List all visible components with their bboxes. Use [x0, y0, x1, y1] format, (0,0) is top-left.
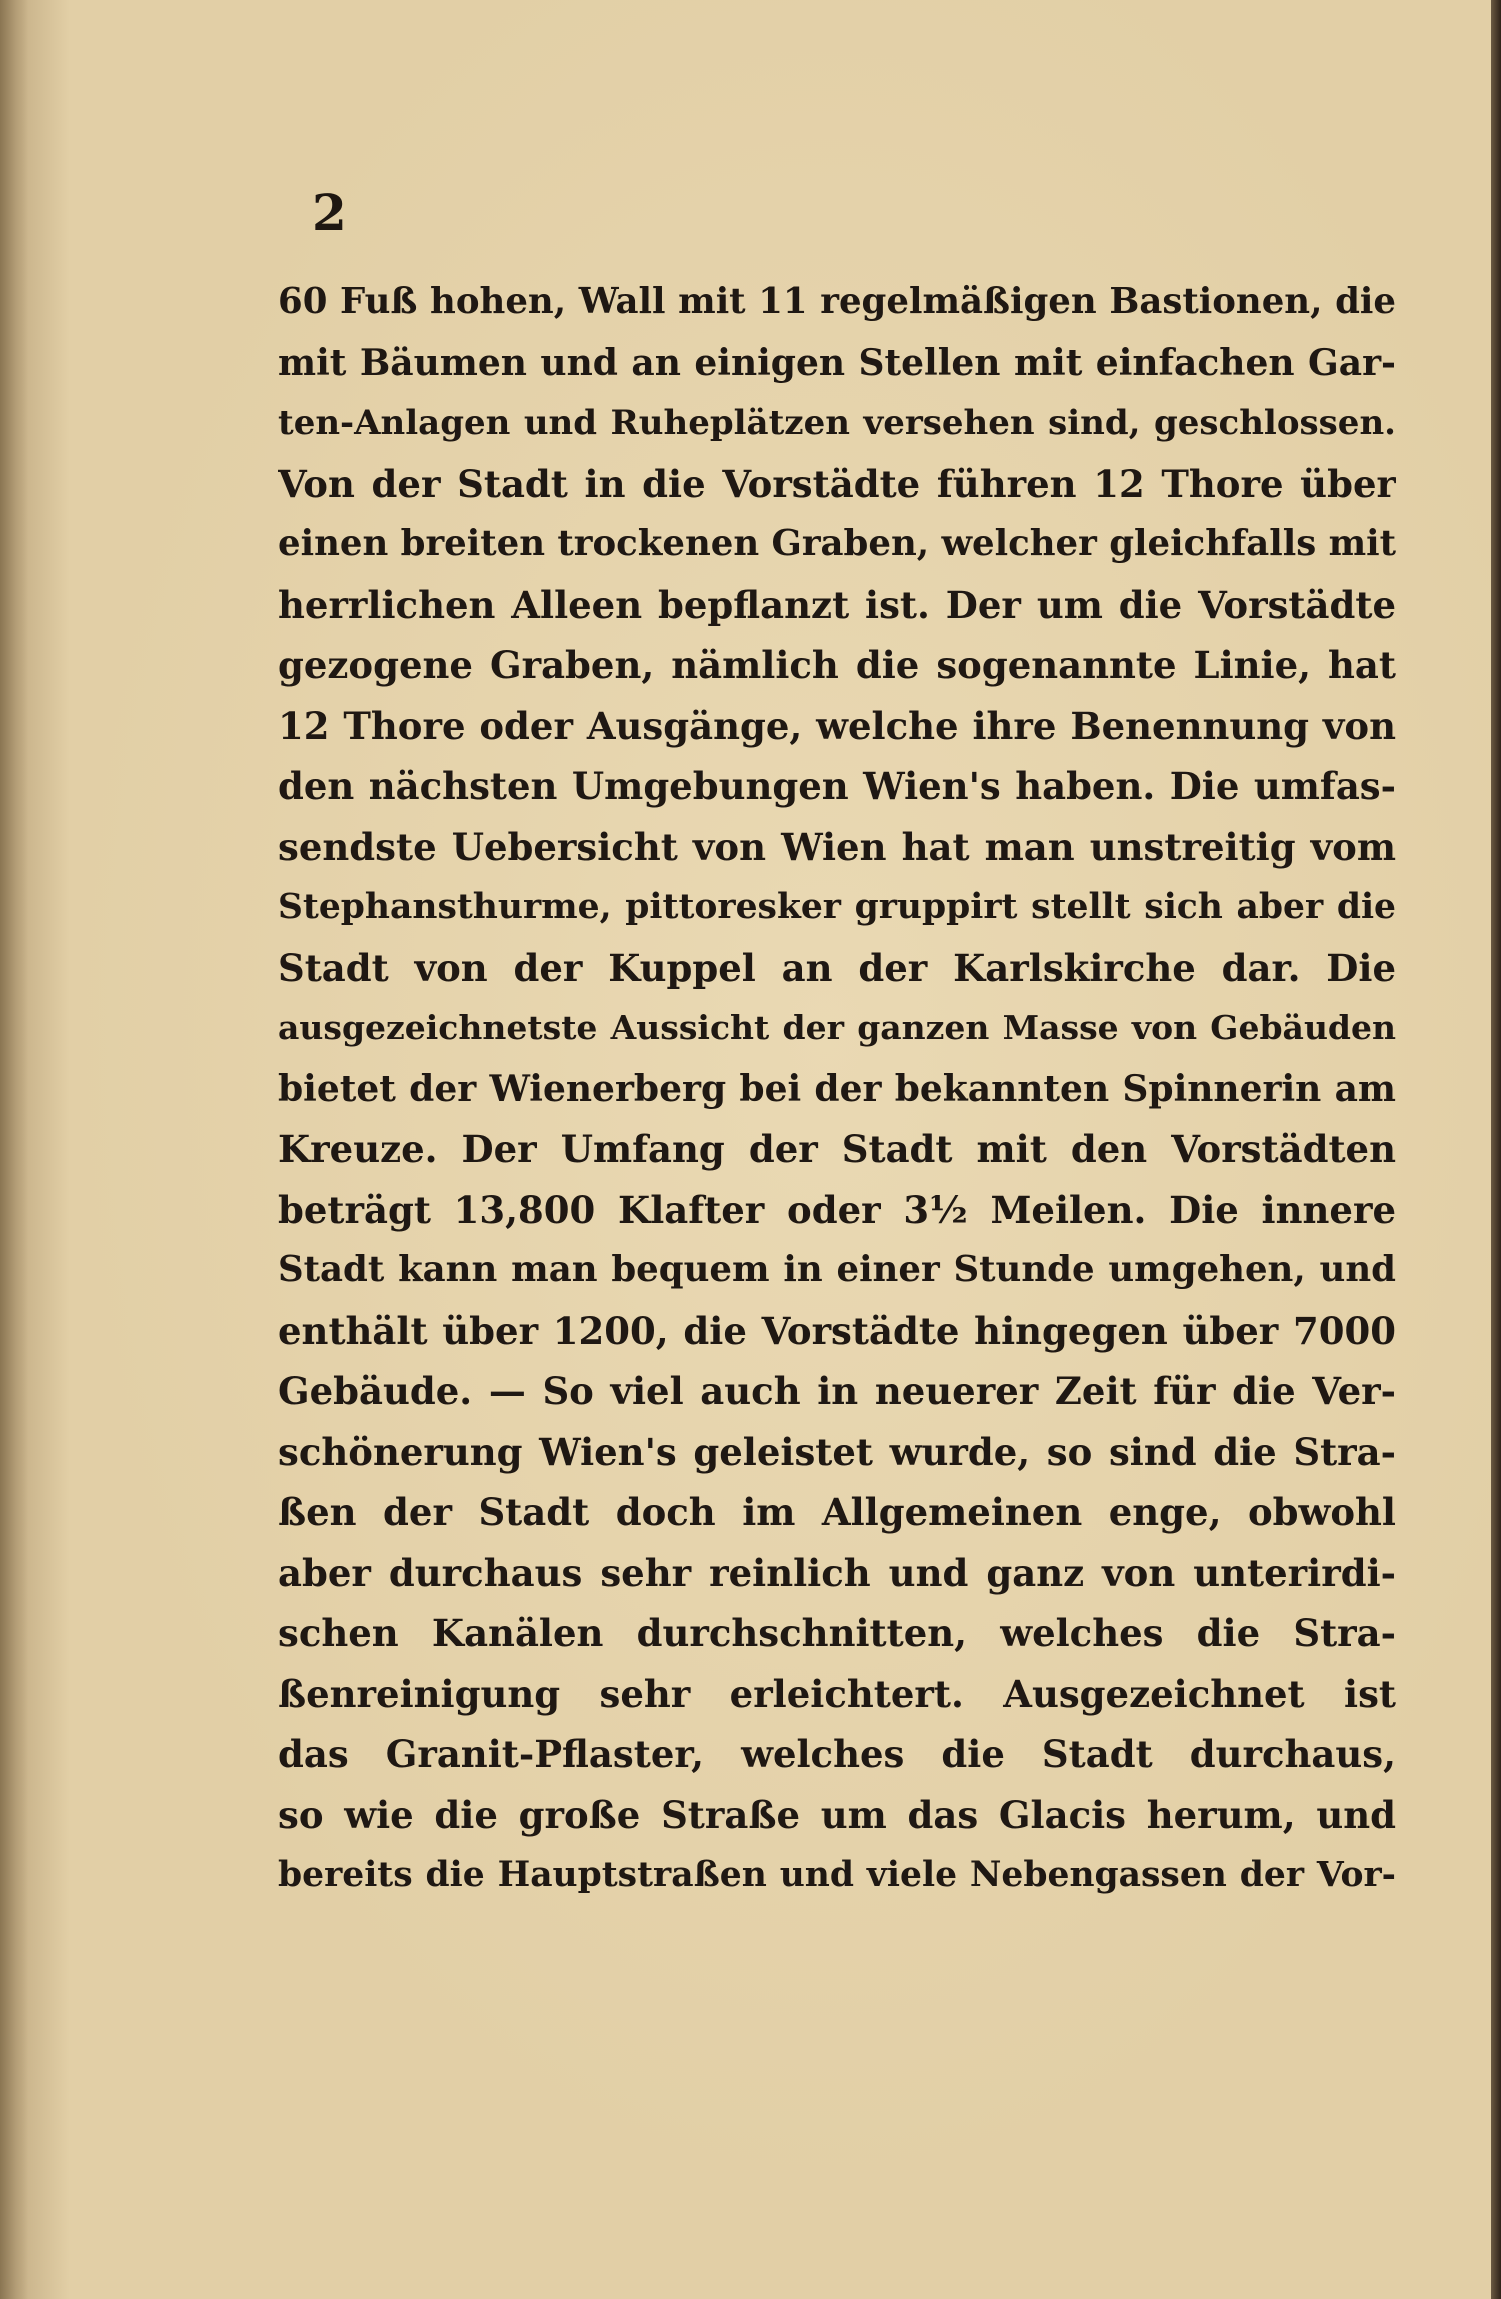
page-edge	[1491, 0, 1501, 2299]
text-line: Gebäude. — So viel auch in neuerer Zeit für die Ver-	[278, 1369, 1396, 1413]
text-line: enthält über 1200, die Vorstädte hingegen über 7000	[278, 1308, 1396, 1353]
text-line: ten-Anlagen und Ruheplätzen versehen sind, geschlossen.	[278, 403, 1396, 443]
text-line: das Granit-Pflaster, welches die Stadt durchaus,	[278, 1732, 1396, 1776]
text-line: ßen der Stadt doch im Allgemeinen enge, obwohl	[278, 1490, 1396, 1534]
text-line: den nächsten Umgebungen Wien's haben. Die umfas-	[278, 764, 1396, 808]
text-line: bietet der Wienerberg bei der bekannten Spinnerin am	[278, 1067, 1396, 1110]
text-line: 60 Fuß hohen, Wall mit 11 regelmäßigen Bastionen, die	[278, 281, 1396, 322]
text-line: mit Bäumen und an einigen Stellen mit einfachen Gar-	[278, 341, 1396, 384]
text-line: herrlichen Alleen bepflanzt ist. Der um die Vorstädte	[278, 582, 1396, 627]
page-gutter	[0, 0, 28, 2299]
text-line: einen breiten trockenen Graben, welcher gleichfalls mit	[278, 523, 1396, 564]
text-line: 12 Thore oder Ausgänge, welche ihre Benennung von	[278, 703, 1396, 748]
text-line: Stadt kann man bequem in einer Stunde umgehen, und	[278, 1249, 1396, 1290]
body-text	[278, 272, 1396, 1906]
text-line: schönerung Wien's geleistet wurde, so sind die Stra-	[278, 1429, 1396, 1474]
text-line: sendste Uebersicht von Wien hat man unstreitig vom	[278, 824, 1396, 869]
text-line: aber durchaus sehr reinlich und ganz von unterirdi-	[278, 1550, 1396, 1595]
text-line: beträgt 13,800 Klafter oder 3½ Meilen. Die innere	[278, 1187, 1396, 1232]
text-line: Von der Stadt in die Vorstädte führen 12 Thore über	[278, 461, 1396, 506]
text-line: Stephansthurme, pittoresker gruppirt stellt sich aber die	[278, 887, 1396, 927]
text-line: ßenreinigung sehr erleichtert. Ausgezeichnet ist	[278, 1671, 1396, 1716]
text-line: so wie die große Straße um das Glacis herum, und	[278, 1792, 1396, 1837]
text-line: schen Kanälen durchschnitten, welches die Stra-	[278, 1611, 1396, 1655]
text-line: ausgezeichnetste Aussicht der ganzen Masse von Gebäuden	[278, 1008, 1396, 1047]
text-line: Stadt von der Kuppel an der Karlskirche dar. Die	[278, 945, 1396, 990]
text-line: bereits die Hauptstraßen und viele Nebengassen der Vor-	[278, 1855, 1396, 1895]
text-line: gezogene Graben, nämlich die sogenannte Linie, hat	[278, 643, 1396, 687]
page-number: 2	[312, 183, 347, 242]
text-line: Kreuze. Der Umfang der Stadt mit den Vorstädten	[278, 1127, 1396, 1171]
